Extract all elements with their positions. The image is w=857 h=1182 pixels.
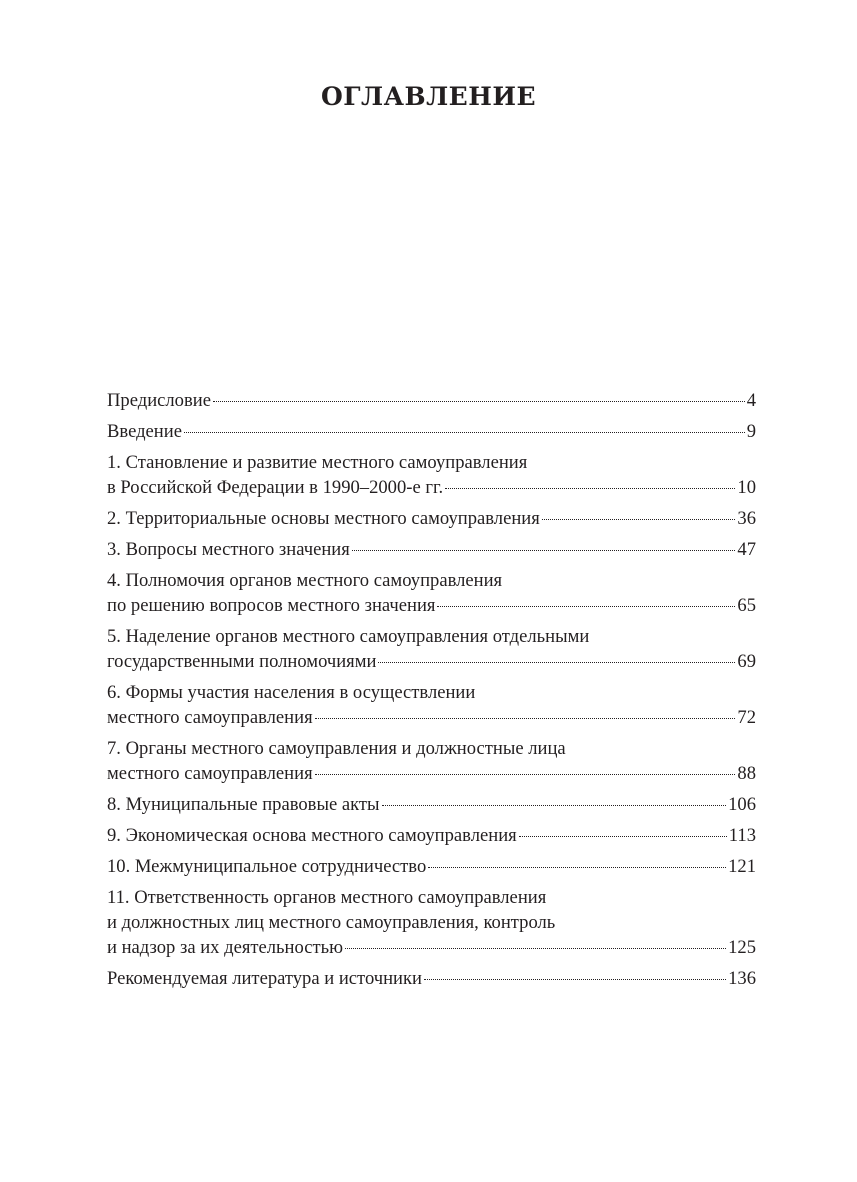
dot-leader xyxy=(184,432,745,433)
toc-entry-title-line: государственными полномочиями xyxy=(107,651,377,672)
toc-entry-last-line xyxy=(107,537,756,562)
dot-leader xyxy=(424,979,726,980)
toc-entry-title: 3. Вопросы местного значения xyxy=(107,539,350,560)
toc-entry-title: 10. Межмуниципальное сотрудничество xyxy=(107,856,427,877)
toc-entry-last-line xyxy=(107,419,756,444)
toc-entry-last-line xyxy=(107,966,756,991)
toc-entry xyxy=(107,537,756,562)
toc-entry-last-line xyxy=(107,761,756,786)
toc-entry-page: 106 xyxy=(728,794,756,815)
toc-entry xyxy=(107,823,756,848)
toc-entry-last-line xyxy=(107,705,756,730)
toc-entry-title: Предисловие xyxy=(107,390,211,411)
toc-entry-title: Рекомендуемая литература и источники xyxy=(107,968,422,989)
toc-entry xyxy=(107,419,756,444)
dot-leader xyxy=(542,519,736,520)
toc-entry xyxy=(107,680,756,730)
toc-entry-page: 88 xyxy=(737,763,756,784)
toc-entry-last-line xyxy=(107,792,756,817)
toc-entry-page: 72 xyxy=(737,707,756,728)
toc-entry xyxy=(107,568,756,618)
toc-entry-page: 47 xyxy=(737,539,756,560)
toc-entry-title-line: и должностных лиц местного самоуправления, контроль xyxy=(107,912,556,933)
toc-entry xyxy=(107,736,756,786)
dot-leader xyxy=(445,488,735,489)
toc-entry-last-line xyxy=(107,854,756,879)
toc-entry xyxy=(107,966,756,991)
toc-entry-page: 136 xyxy=(728,968,756,989)
dot-leader xyxy=(519,836,727,837)
toc-entry-title-line: 1. Становление и развитие местного самоуправления xyxy=(107,452,528,473)
toc-entry-last-line xyxy=(107,388,756,413)
dot-leader xyxy=(428,867,726,868)
toc-entry-title: 8. Муниципальные правовые акты xyxy=(107,794,380,815)
toc-entry-page: 4 xyxy=(746,390,756,411)
toc-entry-title-line: 6. Формы участия населения в осуществлении xyxy=(107,682,476,703)
toc-entry-title-line: 4. Полномочия органов местного самоуправления xyxy=(107,570,503,591)
toc-entry-last-line xyxy=(107,935,756,960)
toc-entry-page: 125 xyxy=(728,937,756,958)
toc-entry-title: Введение xyxy=(107,421,182,442)
dot-leader xyxy=(378,662,735,663)
toc-entry-title-line: местного самоуправления xyxy=(107,763,313,784)
dot-leader xyxy=(437,606,735,607)
toc-entry-title-line: 7. Органы местного самоуправления и должностные лица xyxy=(107,738,566,759)
toc-entry-last-line xyxy=(107,649,756,674)
toc-entry-title-line: и надзор за их деятельностью xyxy=(107,937,343,958)
toc-entry-title-line: по решению вопросов местного значения xyxy=(107,595,436,616)
toc-entry-title-line: в Российской Федерации в 1990–2000-е гг. xyxy=(107,477,444,498)
dot-leader xyxy=(315,774,736,775)
toc-entry-title: 9. Экономическая основа местного самоуправления xyxy=(107,825,517,846)
page-title: ОГЛАВЛЕНИЕ xyxy=(320,82,537,111)
toc-entry xyxy=(107,388,756,413)
dot-leader xyxy=(345,948,726,949)
dot-leader xyxy=(315,718,736,719)
toc-entry-last-line xyxy=(107,475,756,500)
toc-entry-page: 65 xyxy=(737,595,756,616)
toc-entry xyxy=(107,885,756,960)
toc-entry-page: 69 xyxy=(737,651,756,672)
toc-entry-title-line: местного самоуправления xyxy=(107,707,313,728)
toc-entry-title-line: 11. Ответственность органов местного самоуправления xyxy=(107,887,547,908)
toc-entry-title: 2. Территориальные основы местного самоуправления xyxy=(107,508,540,529)
toc-entry-page: 9 xyxy=(746,421,756,442)
dot-leader xyxy=(213,401,745,402)
toc-entry-last-line xyxy=(107,593,756,618)
table-of-contents xyxy=(107,388,756,997)
toc-entry xyxy=(107,624,756,674)
toc-entry-page: 113 xyxy=(728,825,756,846)
dot-leader xyxy=(382,805,727,806)
toc-entry-last-line xyxy=(107,506,756,531)
toc-entry xyxy=(107,854,756,879)
toc-entry-page: 36 xyxy=(737,508,756,529)
toc-entry-last-line xyxy=(107,823,756,848)
toc-entry xyxy=(107,506,756,531)
toc-entry xyxy=(107,792,756,817)
toc-entry-page: 10 xyxy=(737,477,756,498)
toc-entry-title-line: 5. Наделение органов местного самоуправления отдельными xyxy=(107,626,590,647)
toc-entry xyxy=(107,450,756,500)
dot-leader xyxy=(352,550,736,551)
toc-entry-page: 121 xyxy=(728,856,756,877)
